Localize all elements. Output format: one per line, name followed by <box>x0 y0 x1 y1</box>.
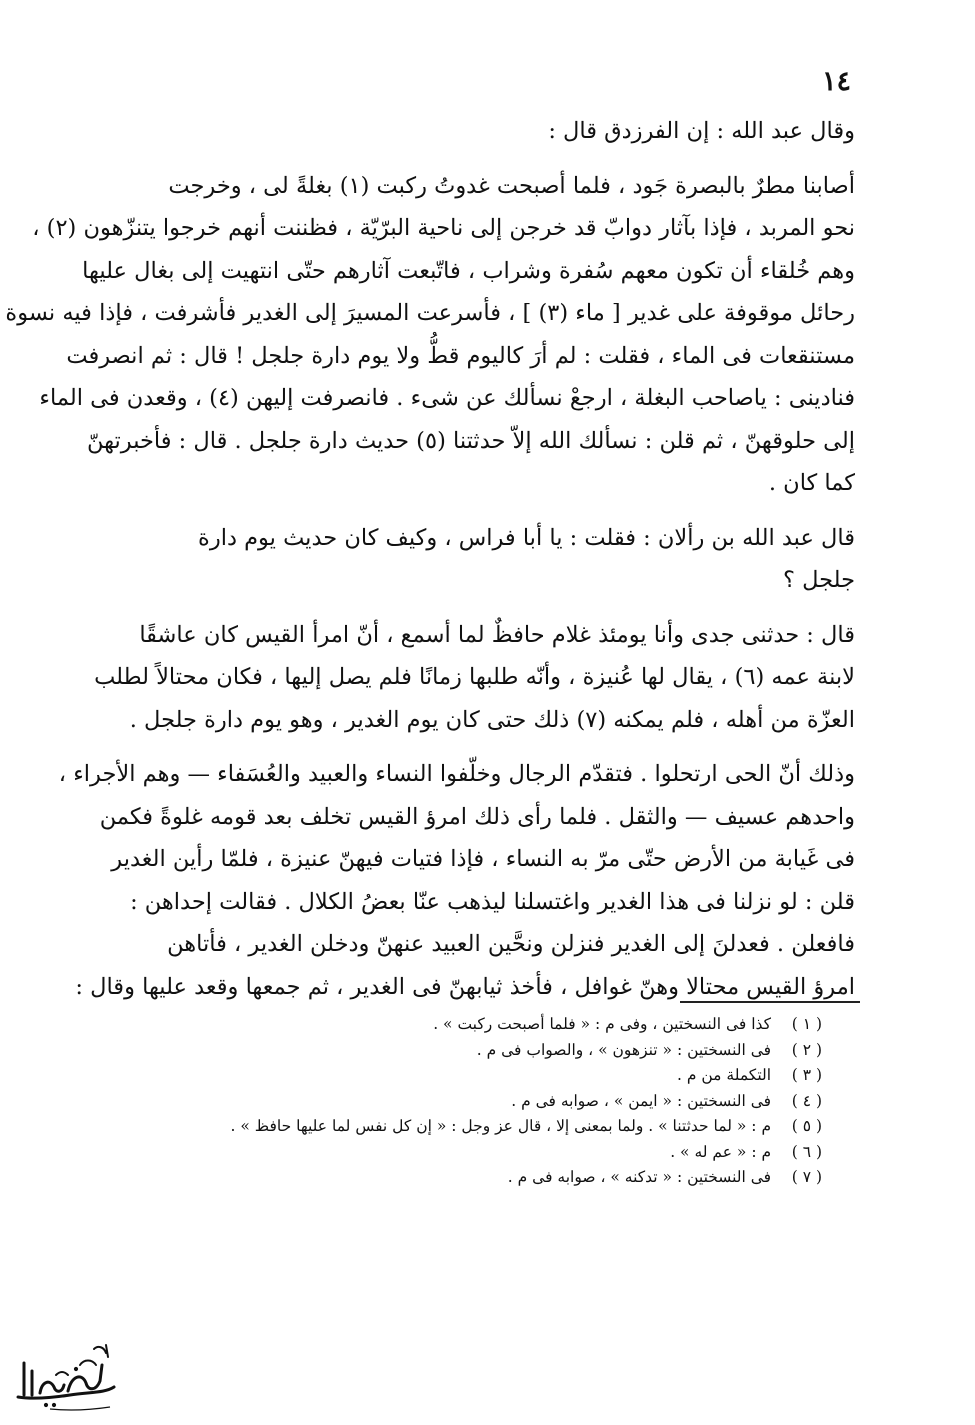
footnote-text: فى النسختين : « تدكنه » ، صوابه فى م . <box>507 1168 772 1186</box>
text-line: إلى حلوقهنّ ، ثم قلن : نسألك الله إلاّ حدثتنا (٥) حديث دارة جلجل . قال : فأخبرتهنّ <box>87 427 855 454</box>
paragraph <box>5 165 855 505</box>
text-line: فى غَيابة من الأرض حتّى مرّ به النساء ، فإذا فتيات فيهنّ عنيزة ، فلمّا رأين الغدير <box>111 846 855 872</box>
footnote-number: ( ٣ ) <box>791 1066 822 1084</box>
footnote <box>200 1038 822 1064</box>
text-line: واحدهم عسيف — والثقل . فلما رأى ذلك امرؤ القيس تخلف بعد قومه غلوةً فكمن <box>99 803 855 830</box>
footnote-number: ( ٢ ) <box>791 1040 822 1059</box>
footnote-number: ( ١ ) <box>791 1015 822 1033</box>
footnote-text: م : « لما حدثتنا » . ولما بمعنى إلا ، قال عز وجل : « إن كل نفس لما عليها حافظ » . <box>230 1117 772 1135</box>
footnotes <box>200 1012 822 1191</box>
footnote-number: ( ٥ ) <box>791 1117 822 1135</box>
footnote-text: كذا فى النسختين ، وفى م : « فلما أصبحت ركبت » . <box>433 1015 772 1033</box>
paragraph <box>94 614 855 742</box>
footnote-divider <box>680 1001 860 1003</box>
paragraph <box>110 110 855 153</box>
footnote-text: فى النسختين : « ايمن » ، صوابه فى م . <box>511 1091 772 1110</box>
footnote-number: ( ٧ ) <box>791 1168 822 1186</box>
text-line: كما كان . <box>768 470 855 496</box>
text-line: رحائل موقوفة على غدير [ ماء (٣) ] ، فأسرعت المسيرَ إلى الغدير فأشرفت ، فإذا فيه نسوة <box>5 300 855 326</box>
text-line: قال عبد الله بن رألان : فقلت : يا أبا فراس ، وكيف كان حديث يوم دارة <box>198 524 855 551</box>
text-line: أصابنا مطرٌ بالبصرة جَود ، فلما أصبحت غدوتُ ركبت (١) بغلةً لى ، وخرجت <box>168 172 855 199</box>
footnote-number: ( ٦ ) <box>791 1142 822 1161</box>
footnote-text: التكملة من م . <box>676 1066 772 1084</box>
footnote <box>200 1063 822 1089</box>
footnote-number: ( ٤ ) <box>791 1091 822 1110</box>
text-line: فافعلن . فعدلنَ إلى الغدير فنزلن ونحَّين العبيد عنهنّ ودخلن الغدير ، فأتاهن <box>167 931 855 957</box>
page-number: ١٤ <box>822 66 852 97</box>
text-line: نحو المربد ، فإذا بآثار دوابّ قد خرجن إلى ناحية البرّيّة ، فظننت أنهم خرجوا يتنزّهون (٢) ، <box>32 215 855 241</box>
footnote-text: م : « عم له » . <box>670 1142 772 1161</box>
paragraph <box>58 753 855 1008</box>
footnote <box>200 1012 822 1038</box>
text-line: امرؤ القيس محتالا وهنّ غوافل ، فأخذ ثيابهنّ فى الغدير ، ثم جمعها وقعد عليها وقال : <box>75 973 855 1000</box>
text-line: وقال عبد الله : إن الفرزدق قال : <box>548 118 855 144</box>
text-line: وهم خُلقاء أن تكون معهم سُفرة وشراب ، فاتّبعت آثارهم حتّى انتهيت إلى بغال عليها <box>82 257 855 284</box>
footnote <box>200 1140 822 1166</box>
footnote <box>200 1089 822 1115</box>
paragraph <box>110 517 855 602</box>
text-line: قلن : لو نزلنا فى هذا الغدير واغتسلنا ليذهب عنّا بعضُ الكلال . فقالت إحداهن : <box>130 888 855 915</box>
main-text <box>5 110 855 1008</box>
footnote <box>200 1165 822 1191</box>
text-line: قال : حدثنى جدى وأنا يومئذ غلام حافظٌ لما أسمع ، أنّ امرأ القيس كان عاشقًا <box>139 621 855 648</box>
text-line: فنادينى : ياصاحب البغلة ، ارجعْ نسألك عن شىء . فانصرفت إليهن (٤) ، وقعدن فى الماء <box>39 385 855 411</box>
text-line: العزّة من أهله ، فلم يمكنه (٧) ذلك حتى كان يوم الغدير ، وهو يوم دارة جلجل . <box>129 706 855 733</box>
text-line: مستنقعات فى الماء ، فقلت : لم أرَ كاليوم قطُّ ولا يوم دارة جلجل ! قال : ثم انصرفت <box>66 342 855 369</box>
text-line: جلجل ؟ <box>782 567 855 593</box>
text-line: وذلك أنّ الحى ارتحلوا . فتقدّم الرجال وخلّفوا النساء والعبيد والعُسَفاء — وهم الأجراء ، <box>58 761 855 787</box>
footnote <box>200 1114 822 1140</box>
text-line: لابنة عمه (٦) ، يقال لها عُنيزة ، وأنّه طلبها زمانًا فلم يصل إليها ، فكان محتالاً لطلب <box>94 664 855 690</box>
library-stamp-logo <box>10 1335 120 1415</box>
footnote-text: فى النسختين : « تنزهون » ، والصواب فى م . <box>476 1040 772 1059</box>
